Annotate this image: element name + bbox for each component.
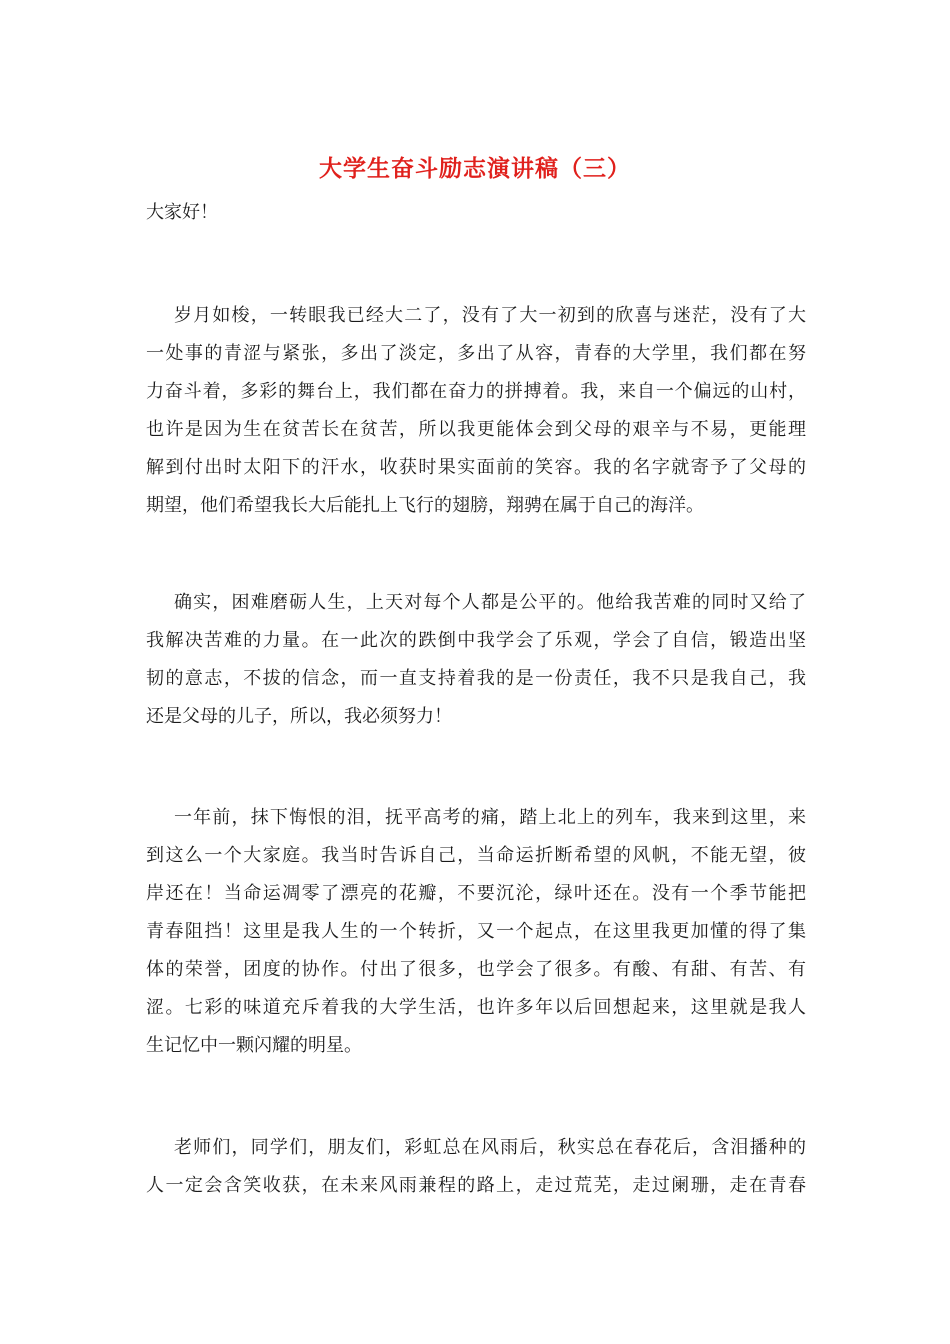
paragraph-line: 也许是因为生在贫苦长在贫苦，所以我更能体会到父母的艰辛与不易，更能理: [146, 419, 806, 440]
paragraph-line: 韧的意志，不拔的信念，而一直支持着我的是一份责任，我不只是我自己，我: [146, 668, 806, 689]
paragraph-line: 我解决苦难的力量。在一此次的跌倒中我学会了乐观，学会了自信，锻造出坚: [146, 630, 806, 651]
paragraph-line: 到这么一个大家庭。我当时告诉自己，当命运折断希望的风帆，不能无望，彼: [146, 845, 806, 866]
paragraph-line: 确实，困难磨砺人生，上天对每个人都是公平的。他给我苦难的同时又给了: [174, 592, 806, 613]
paragraph-line: 还是父母的儿子，所以，我必须努力！: [146, 706, 452, 727]
paragraph-line: 一年前，抹下悔恨的泪，抚平高考的痛，踏上北上的列车，我来到这里，来: [174, 807, 806, 828]
paragraph-line: 人一定会含笑收获，在未来风雨兼程的路上，走过荒芜，走过阑珊，走在青春: [146, 1175, 806, 1196]
paragraph-line: 涩。七彩的味道充斥着我的大学生活，也许多年以后回想起来，这里就是我人: [146, 997, 806, 1018]
paragraph-line: 一处事的青涩与紧张，多出了淡定，多出了从容，青春的大学里，我们都在努: [146, 343, 806, 364]
paragraph-1: [146, 297, 806, 525]
paragraph-line: 老师们，同学们，朋友们，彩虹总在风雨后，秋实总在春花后，含泪播种的: [174, 1137, 806, 1158]
paragraph-2: [146, 584, 806, 736]
document-title: 大学生奋斗励志演讲稿（三）: [319, 155, 631, 182]
paragraph-line: 体的荣誉，团度的协作。付出了很多，也学会了很多。有酸、有甜、有苦、有: [146, 959, 806, 980]
paragraph-line: 岁月如梭，一转眼我已经大二了，没有了大一初到的欣喜与迷茫，没有了大: [174, 305, 806, 326]
paragraph-4: [146, 1129, 806, 1205]
paragraph-line: 力奋斗着，多彩的舞台上，我们都在奋力的拼搏着。我，来自一个偏远的山村，: [146, 381, 806, 402]
greeting-text: 大家好！: [146, 202, 218, 223]
paragraph-line: 青春阻挡！这里是我人生的一个转折，又一个起点，在这里我更加懂的得了集: [146, 921, 806, 942]
paragraph-line: 生记忆中一颗闪耀的明星。: [146, 1035, 362, 1056]
paragraph-3: [146, 799, 806, 1065]
paragraph-line: 解到付出时太阳下的汗水，收获时果实面前的笑容。我的名字就寄予了父母的: [146, 457, 806, 478]
paragraph-line: 期望，他们希望我长大后能扎上飞行的翅膀，翔骋在属于自己的海洋。: [146, 495, 704, 516]
paragraph-line: 岸还在！当命运凋零了漂亮的花瓣，不要沉沦，绿叶还在。没有一个季节能把: [146, 883, 806, 904]
